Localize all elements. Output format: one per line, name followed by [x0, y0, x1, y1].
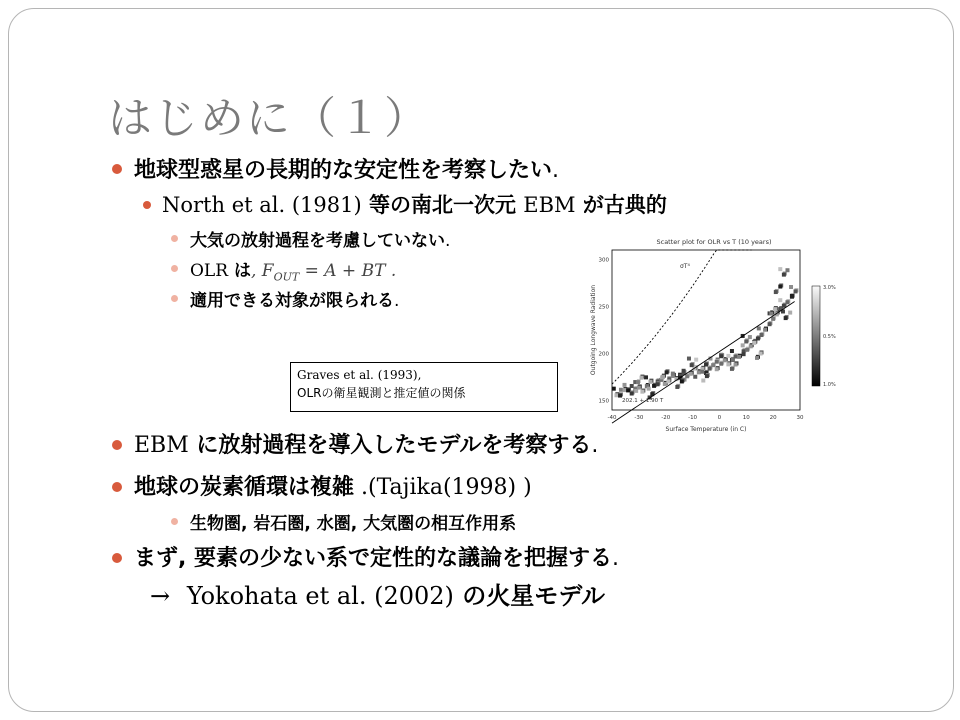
slide-title: はじめに（１） — [108, 93, 430, 144]
ebm-label-2: EBM — [134, 433, 189, 458]
colorbar-label-top: 3.0% — [823, 285, 836, 291]
scatter-point — [614, 393, 618, 397]
scatter-point — [612, 387, 616, 391]
scatter-point — [749, 344, 753, 348]
scatter-point — [623, 388, 627, 392]
olr-scatter-plot — [582, 228, 842, 436]
scatter-point — [785, 268, 789, 272]
scatter-point — [778, 267, 782, 271]
north-ref: North et al. (1981) — [162, 193, 362, 217]
scatter-point — [647, 387, 651, 391]
scatter-point — [704, 363, 708, 367]
scatter-point — [618, 394, 622, 398]
scatter-point — [694, 358, 698, 362]
scatter-point — [756, 336, 760, 340]
scatter-point — [748, 335, 752, 339]
arrow-icon: → — [150, 582, 171, 610]
scatter-point — [705, 374, 709, 378]
level3-item-1-period: . — [445, 231, 451, 251]
scatter-point — [671, 372, 675, 376]
level3-item-2 — [190, 256, 396, 283]
figure-caption — [290, 362, 558, 412]
x-tick-label: -40 — [607, 415, 617, 421]
scatter-point — [794, 289, 798, 293]
scatter-point — [630, 384, 634, 388]
scatter-point — [788, 311, 792, 315]
level3-item-3-period: . — [394, 291, 400, 311]
scatter-point — [759, 352, 763, 356]
sub-bullet-marker — [143, 201, 151, 209]
fit-label: 202.1 + 1.90 T — [622, 398, 664, 404]
scatter-point — [700, 370, 704, 374]
scatter-point — [778, 285, 782, 289]
bullet-2-text: に放射過程を導入したモデルを考察する — [188, 433, 592, 458]
scatter-point — [730, 367, 734, 371]
scatter-point — [715, 367, 719, 371]
scatter-point — [719, 362, 723, 366]
scatter-point — [774, 290, 778, 294]
scatter-point — [730, 349, 734, 353]
y-tick-label: 250 — [598, 304, 609, 311]
bullet-marker — [112, 440, 122, 450]
scatter-point — [685, 374, 689, 378]
scatter-point — [778, 298, 782, 302]
scatter-point — [708, 367, 712, 371]
bullet-4-period: . — [612, 546, 620, 571]
scatter-point — [640, 390, 644, 394]
scatter-point — [697, 370, 701, 374]
olr-wa: は — [228, 261, 251, 281]
scatter-point — [687, 357, 691, 361]
mars-model-text: の火星モデル — [453, 582, 606, 610]
scatter-point — [661, 375, 665, 379]
scatter-point — [666, 379, 670, 383]
bullet-1 — [134, 153, 559, 184]
x-tick-label: 0 — [717, 415, 722, 421]
level3-item-spheres: 生物圏, 岩石圏, 水圏, 大気圏の相互作用系 — [190, 514, 517, 534]
scatter-point — [782, 304, 786, 308]
scatter-point — [675, 385, 679, 389]
scatter-point — [701, 379, 705, 383]
scatter-point — [734, 363, 738, 367]
scatter-point — [769, 312, 773, 316]
bullet-4 — [134, 541, 619, 572]
scatter-point — [689, 372, 693, 376]
x-tick-label: -30 — [634, 415, 644, 421]
north-text: 等の南北一次元 — [361, 193, 516, 217]
scatter-point — [652, 384, 656, 388]
scatter-point — [690, 363, 694, 367]
scatter-point — [682, 369, 686, 373]
bullet-2-period: . — [591, 433, 599, 458]
colorbar-label-bottom: 1.0% — [823, 382, 836, 388]
scatter-point — [723, 358, 727, 362]
bullet-4-text: まず, 要素の少ない系で定性的な議論を把握する — [134, 546, 613, 571]
scatter-point — [789, 285, 793, 289]
scatter-point — [752, 341, 756, 345]
bullet-2 — [134, 428, 598, 459]
formula-subscript: OUT — [273, 270, 300, 284]
caption-citation: Graves et al. (1993), — [297, 368, 422, 382]
scatter-point — [784, 316, 788, 320]
scatter-point — [726, 362, 730, 366]
caption-description: OLRの衛星観測と推定値の関係 — [297, 386, 466, 400]
scatter-point — [742, 352, 746, 356]
sub-bullet-north — [162, 189, 667, 219]
x-tick-label: -20 — [661, 415, 671, 421]
scatter-point — [630, 392, 634, 396]
curve-label: σT⁴ — [680, 263, 690, 270]
colorbar — [812, 286, 820, 386]
scatter-point — [757, 326, 761, 330]
bullet-1-text: 地球型惑星の長期的な安定性を考察したい — [134, 158, 553, 183]
scatter-point — [637, 386, 641, 390]
scatter-point — [726, 354, 730, 358]
classic-text: が古典的 — [575, 193, 667, 217]
yokohata-ref: Yokohata et al. (2002) — [186, 582, 454, 610]
chart-title: Scatter plot for OLR vs T (10 years) — [656, 238, 772, 246]
bullet-marker — [112, 482, 122, 492]
bullet-3 — [134, 470, 532, 501]
scatter-point — [640, 376, 644, 380]
linear-fit-line — [612, 301, 795, 423]
bullet-3-text: 地球の炭素循環は複雑 — [134, 475, 355, 500]
conclusion-line — [150, 576, 605, 611]
scatter-point — [782, 273, 786, 277]
scatter-point — [680, 379, 684, 383]
scatter-point — [663, 382, 667, 386]
scatter-point — [656, 382, 660, 386]
scatter-point — [636, 380, 640, 384]
level3-marker — [171, 235, 178, 242]
scatter-point — [773, 307, 777, 311]
bullet-marker — [112, 164, 122, 174]
y-tick-label: 200 — [598, 351, 609, 358]
scatter-point — [737, 355, 741, 359]
level3-marker — [171, 295, 178, 302]
x-tick-label: 10 — [742, 415, 750, 421]
scatter-point — [734, 355, 738, 359]
scatter-point — [693, 375, 697, 379]
scatter-point — [644, 375, 648, 379]
scatter-point — [755, 356, 759, 360]
x-tick-label: -10 — [688, 415, 698, 421]
y-tick-label: 150 — [598, 398, 609, 405]
scatter-point — [790, 294, 794, 298]
scatter-point — [711, 363, 715, 367]
y-tick-label: 300 — [598, 257, 609, 264]
level3-item-1 — [190, 226, 450, 251]
scatter-point — [763, 328, 767, 332]
olr-formula: , $F_{OUT} = A$ + BT . — [250, 261, 397, 284]
bullet-marker — [112, 553, 122, 563]
level3-item-1-text: 大気の放射過程を考慮していない — [190, 231, 445, 251]
scatter-point — [741, 343, 745, 347]
colorbar-label-mid: 0.5% — [823, 334, 836, 340]
scatter-point — [719, 354, 723, 358]
x-axis-label: Surface Temperature (in C) — [665, 426, 747, 433]
scatter-point — [626, 388, 630, 392]
tajika-ref: .(Tajika(1998) ) — [354, 475, 532, 500]
olr-label: OLR — [190, 261, 229, 281]
scatter-point — [771, 317, 775, 321]
scatter-point — [715, 360, 719, 364]
level3-item-3 — [190, 286, 399, 311]
x-tick-label: 20 — [769, 415, 777, 421]
bullet-1-period: . — [552, 158, 560, 183]
scatter-point — [785, 300, 789, 304]
level3-marker — [171, 265, 178, 272]
scatter-point — [649, 380, 653, 384]
x-tick-label: 30 — [796, 415, 804, 421]
y-axis-label: Outgoing Longwave Radiation — [590, 284, 597, 376]
scatter-point — [665, 370, 669, 374]
ebm-label: EBM — [523, 193, 576, 217]
scatter-point — [744, 339, 748, 343]
scatter-point — [745, 348, 749, 352]
scatter-point — [768, 322, 772, 326]
level3-marker — [171, 518, 178, 525]
level3-item-3-text: 適用できる対象が限られる — [190, 291, 394, 311]
scatter-point — [760, 333, 764, 337]
scatter-point — [619, 388, 623, 392]
scatter-point — [623, 383, 627, 387]
